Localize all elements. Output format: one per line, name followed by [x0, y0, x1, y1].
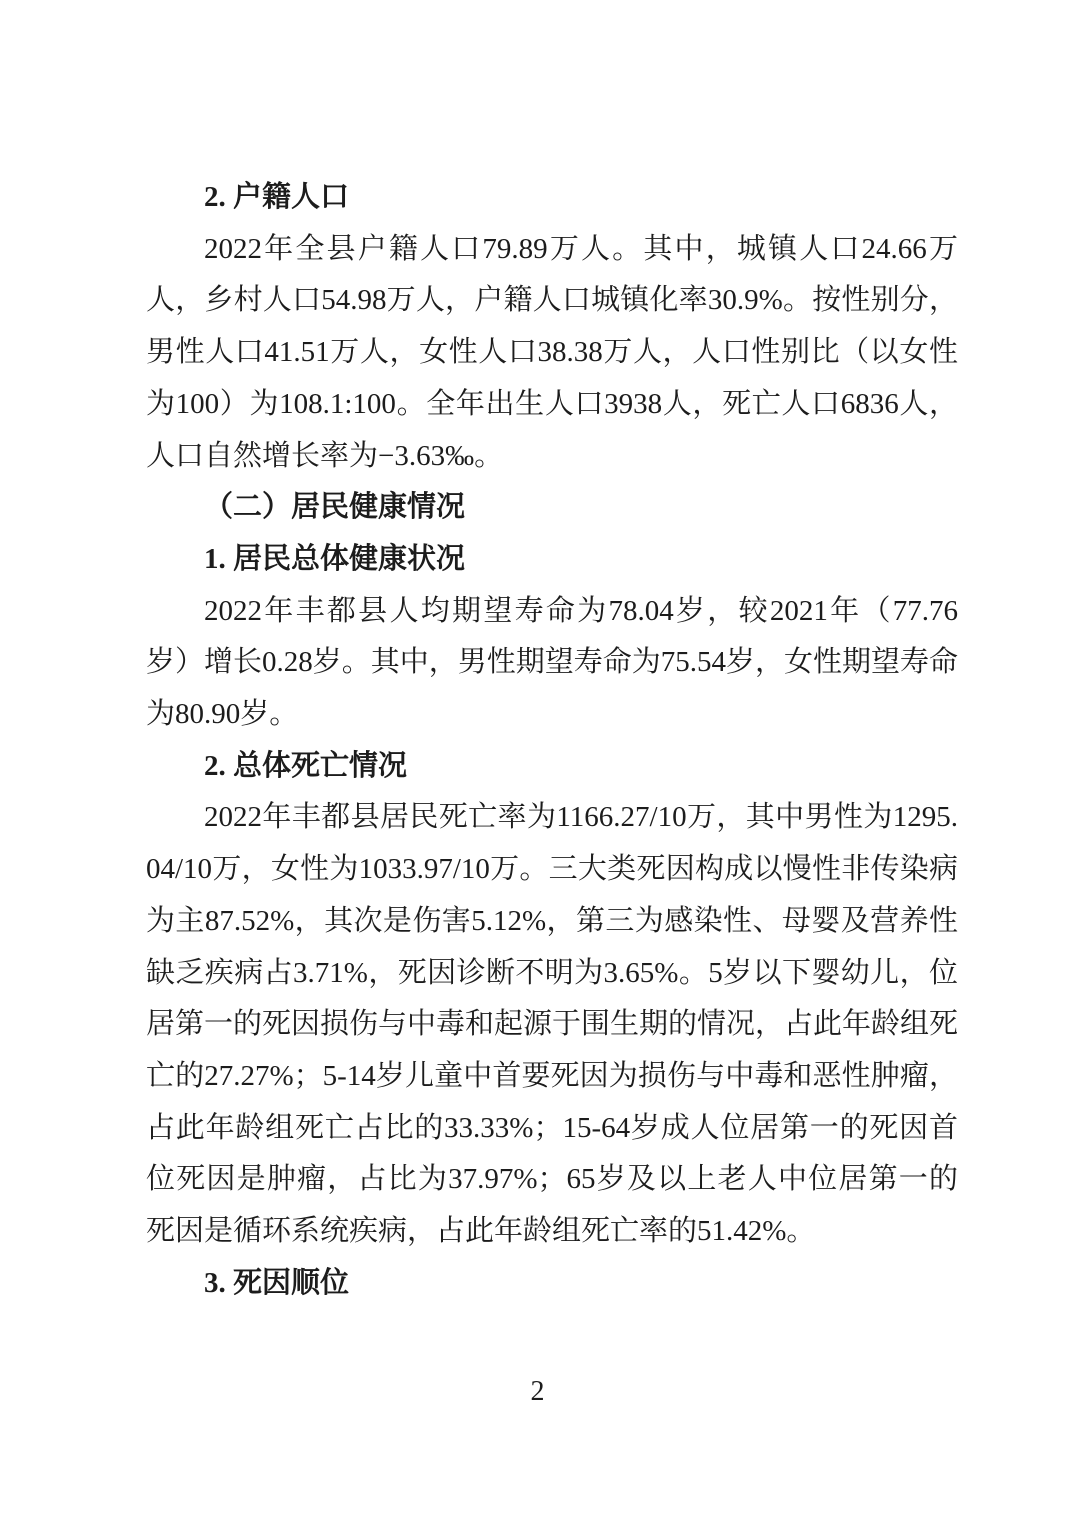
section-heading: 3. 死因顺位 [204, 1266, 350, 1299]
body-paragraph: 2022年全县户籍人口79.89万人。其中，城镇人口24.66万人，乡村人口54.98万人，户籍人口城镇化率30.9%。按性别分，男性人口41.51万人，女性人口38.38万人，人口性别比（以女性为100）为108.1:100。全年出生人口3938人，死亡人口6836人，人口自然增长率为−3.63‰。 [146, 232, 958, 472]
section-heading: （二）居民健康情况 [204, 491, 466, 524]
section-heading: 2. 总体死亡情况 [204, 749, 408, 782]
body-paragraph: 2022年丰都县居民死亡率为1166.27/10万，其中男性为1295.04/10万，女性为1033.97/10万。三大类死因构成以慢性非传染病为主87.52%，其次是伤害5.12%，第三为感染性、母婴及营养性缺乏疾病占3.71%，死因诊断不明为3.65%。5岁以下婴幼儿，位居第一的死因损伤与中毒和起源于围生期的情况，占此年龄组死亡的27.27%；5-14岁儿童中首要死因为损伤与中毒和恶性肿瘤，占此年龄组死亡占比的33.33%；15-64岁成人位居第一的死因首位死因是肿瘤，占比为37.97%；65岁及以上老人中位居第一的死因是循环系统疾病，占此年龄组死亡率的51.42%。 [146, 801, 959, 1248]
section-heading: 2. 户籍人口 [204, 181, 350, 213]
body-paragraph: 2022年丰都县人均期望寿命为78.04岁，较2021年（77.76岁）增长0.28岁。其中，男性期望寿命为75.54岁，女性期望寿命为80.90岁。 [146, 594, 959, 731]
document-body [146, 172, 958, 1309]
section-heading: 1. 居民总体健康状况 [204, 542, 466, 575]
page-number: 2 [530, 1376, 545, 1407]
